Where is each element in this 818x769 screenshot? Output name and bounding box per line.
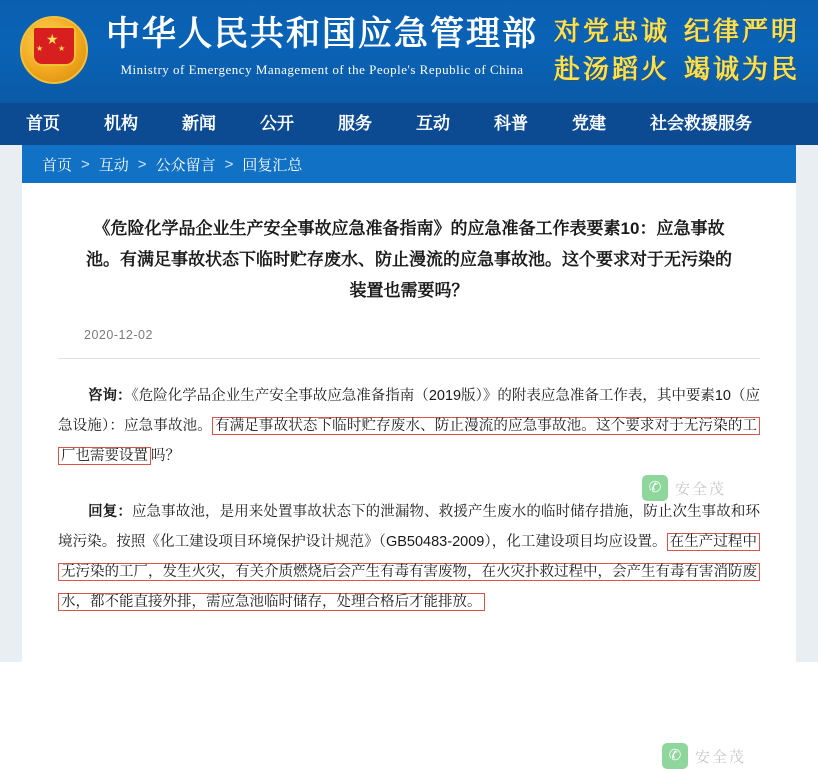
article-card bbox=[22, 145, 796, 766]
answer-paragraph bbox=[58, 497, 760, 617]
breadcrumb-item-home[interactable]: 首页 bbox=[42, 156, 73, 174]
wechat-icon: ✆ bbox=[642, 475, 668, 501]
title-divider bbox=[58, 358, 760, 359]
question-highlight-box: 有满足事故状态下临时贮存废水、防止漫流的应急事故池。这个要求对于无污染的工厂也需要设置 bbox=[58, 417, 760, 465]
watermark-label: 安全茂 bbox=[695, 748, 747, 766]
nav-item-science[interactable]: 科普 bbox=[494, 114, 528, 133]
nav-item-interaction[interactable]: 互动 bbox=[416, 114, 450, 133]
publish-date: 2020-12-02 bbox=[84, 328, 153, 342]
nav-item-organization[interactable]: 机构 bbox=[104, 114, 138, 133]
question-paragraph bbox=[58, 381, 760, 471]
breadcrumb-separator: > bbox=[81, 155, 90, 173]
site-title-cn: 中华人民共和国应急管理部 bbox=[106, 16, 538, 53]
emblem-star-small-icon: ★ bbox=[58, 44, 66, 53]
slogan-line2-b: 竭诚为民 bbox=[683, 55, 800, 84]
wechat-icon: ✆ bbox=[662, 743, 688, 769]
page-title: 《危险化学品企业生产安全事故应急准备指南》的应急准备工作表要素10：应急事故池。有满足事故状态下临时贮存废水、防止漫流的应急事故池。这个要求对于无污染的装置也需要吗？ bbox=[86, 219, 732, 300]
breadcrumb-item-interaction[interactable]: 互动 bbox=[98, 156, 129, 174]
article-body bbox=[22, 213, 796, 617]
answer-lead: 回复： bbox=[88, 504, 132, 520]
emblem-star-icon: ★ bbox=[46, 31, 59, 47]
emblem-star-small-icon: ★ bbox=[36, 44, 44, 53]
left-rail bbox=[0, 145, 22, 662]
site-title-en: Ministry of Emergency Management of the People's Republic of China bbox=[120, 62, 524, 77]
nav-item-party[interactable]: 党建 bbox=[572, 114, 606, 133]
question-lead: 咨询： bbox=[88, 388, 132, 404]
question-text-after: 吗？ bbox=[151, 448, 180, 464]
national-emblem-icon bbox=[16, 12, 92, 88]
slogan-line1-a: 对党忠诚 bbox=[553, 17, 670, 46]
main-navigation bbox=[0, 103, 818, 145]
header-slogan bbox=[554, 13, 800, 89]
watermark-label: 安全茂 bbox=[675, 480, 727, 498]
right-rail bbox=[796, 145, 818, 662]
breadcrumb bbox=[22, 145, 796, 183]
content-area bbox=[0, 145, 818, 766]
nav-item-disclosure[interactable]: 公开 bbox=[260, 114, 294, 133]
nav-item-service[interactable]: 服务 bbox=[338, 114, 372, 133]
breadcrumb-separator: > bbox=[224, 155, 234, 173]
site-header bbox=[0, 0, 818, 103]
breadcrumb-separator: > bbox=[137, 155, 147, 173]
answer-text-before: 应急事故池，是用来处置事故状态下的泄漏物、救援产生废水的临时储存措施，防止次生事故和环境污染。按照《化工建设项目环境保护设计规范》（GB50483-2009），化工建设项目均应设置。 bbox=[58, 504, 760, 550]
watermark-bottom bbox=[662, 743, 746, 769]
breadcrumb-item-public-message[interactable]: 公众留言 bbox=[155, 156, 216, 174]
slogan-line1-b: 纪律严明 bbox=[683, 17, 800, 46]
nav-item-social-rescue[interactable]: 社会救援服务 bbox=[650, 114, 752, 133]
slogan-line2-a: 赴汤蹈火 bbox=[553, 55, 670, 84]
site-title-block bbox=[92, 14, 552, 78]
answer-highlight-box: 在生产过程中无污染的工厂，发生火灾，有关介质燃烧后会产生有毒有害废物，在火灾扑救过程中，会产生有毒有害消防废水，都不能直接外排，需应急池临时储存，处理合格后才能排放。 bbox=[58, 533, 760, 611]
nav-item-home[interactable]: 首页 bbox=[26, 114, 60, 133]
question-text-before: 《危险化学品企业生产安全事故应急准备指南（2019版）》的附表应急准备工作表，其中要素10（应急设施）：应急事故池。 bbox=[58, 388, 760, 434]
breadcrumb-item-reply-summary[interactable]: 回复汇总 bbox=[242, 156, 303, 174]
nav-item-news[interactable]: 新闻 bbox=[182, 114, 216, 133]
